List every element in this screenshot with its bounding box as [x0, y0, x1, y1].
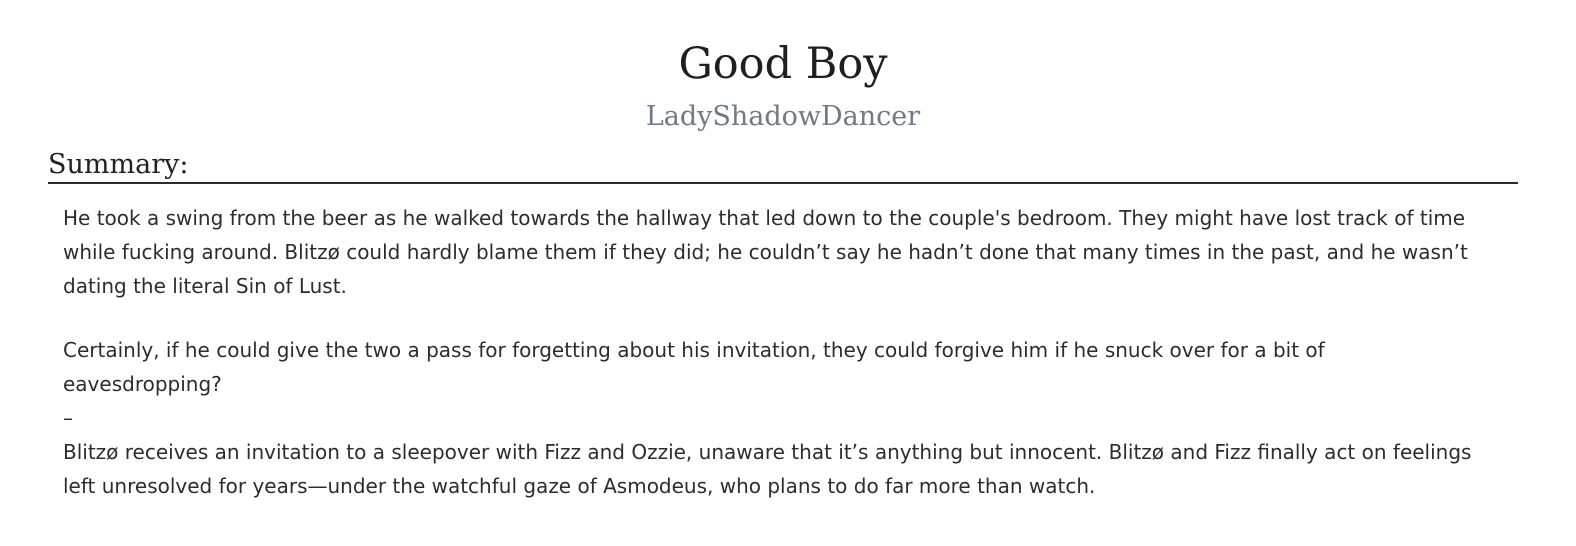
- summary-heading: Summary:: [48, 149, 1518, 184]
- summary-section: [48, 149, 1518, 503]
- summary-blockquote: [63, 201, 1475, 503]
- work-preface: [48, 0, 1518, 503]
- summary-paragraph: Certainly, if he could give the two a pass for forgetting about his invitation, they could forgive him if he snuck over for a bit of eavesdropping? – Blitzø receives an invitation to a sleepover with Fizz and Ozzie, unaware that it’s anything but innocent. Blitzø and Fizz finally act on feelings left unresolved for years—under the watchful gaze of Asmodeus, who plans to do far more than watch.: [63, 337, 1472, 498]
- author-link[interactable]: LadyShadowDancer: [645, 101, 921, 133]
- author-byline: [48, 101, 1518, 133]
- work-title: Good Boy: [678, 39, 888, 89]
- summary-paragraph: He took a swing from the beer as he walked towards the hallway that led down to the couple's bedroom. They might have lost track of time while fucking around. Blitzø could hardly blame them if they did; he couldn’t say he hadn’t done that many times in the past, and he wasn’t dating the literal Sin of Lust.: [63, 205, 1468, 298]
